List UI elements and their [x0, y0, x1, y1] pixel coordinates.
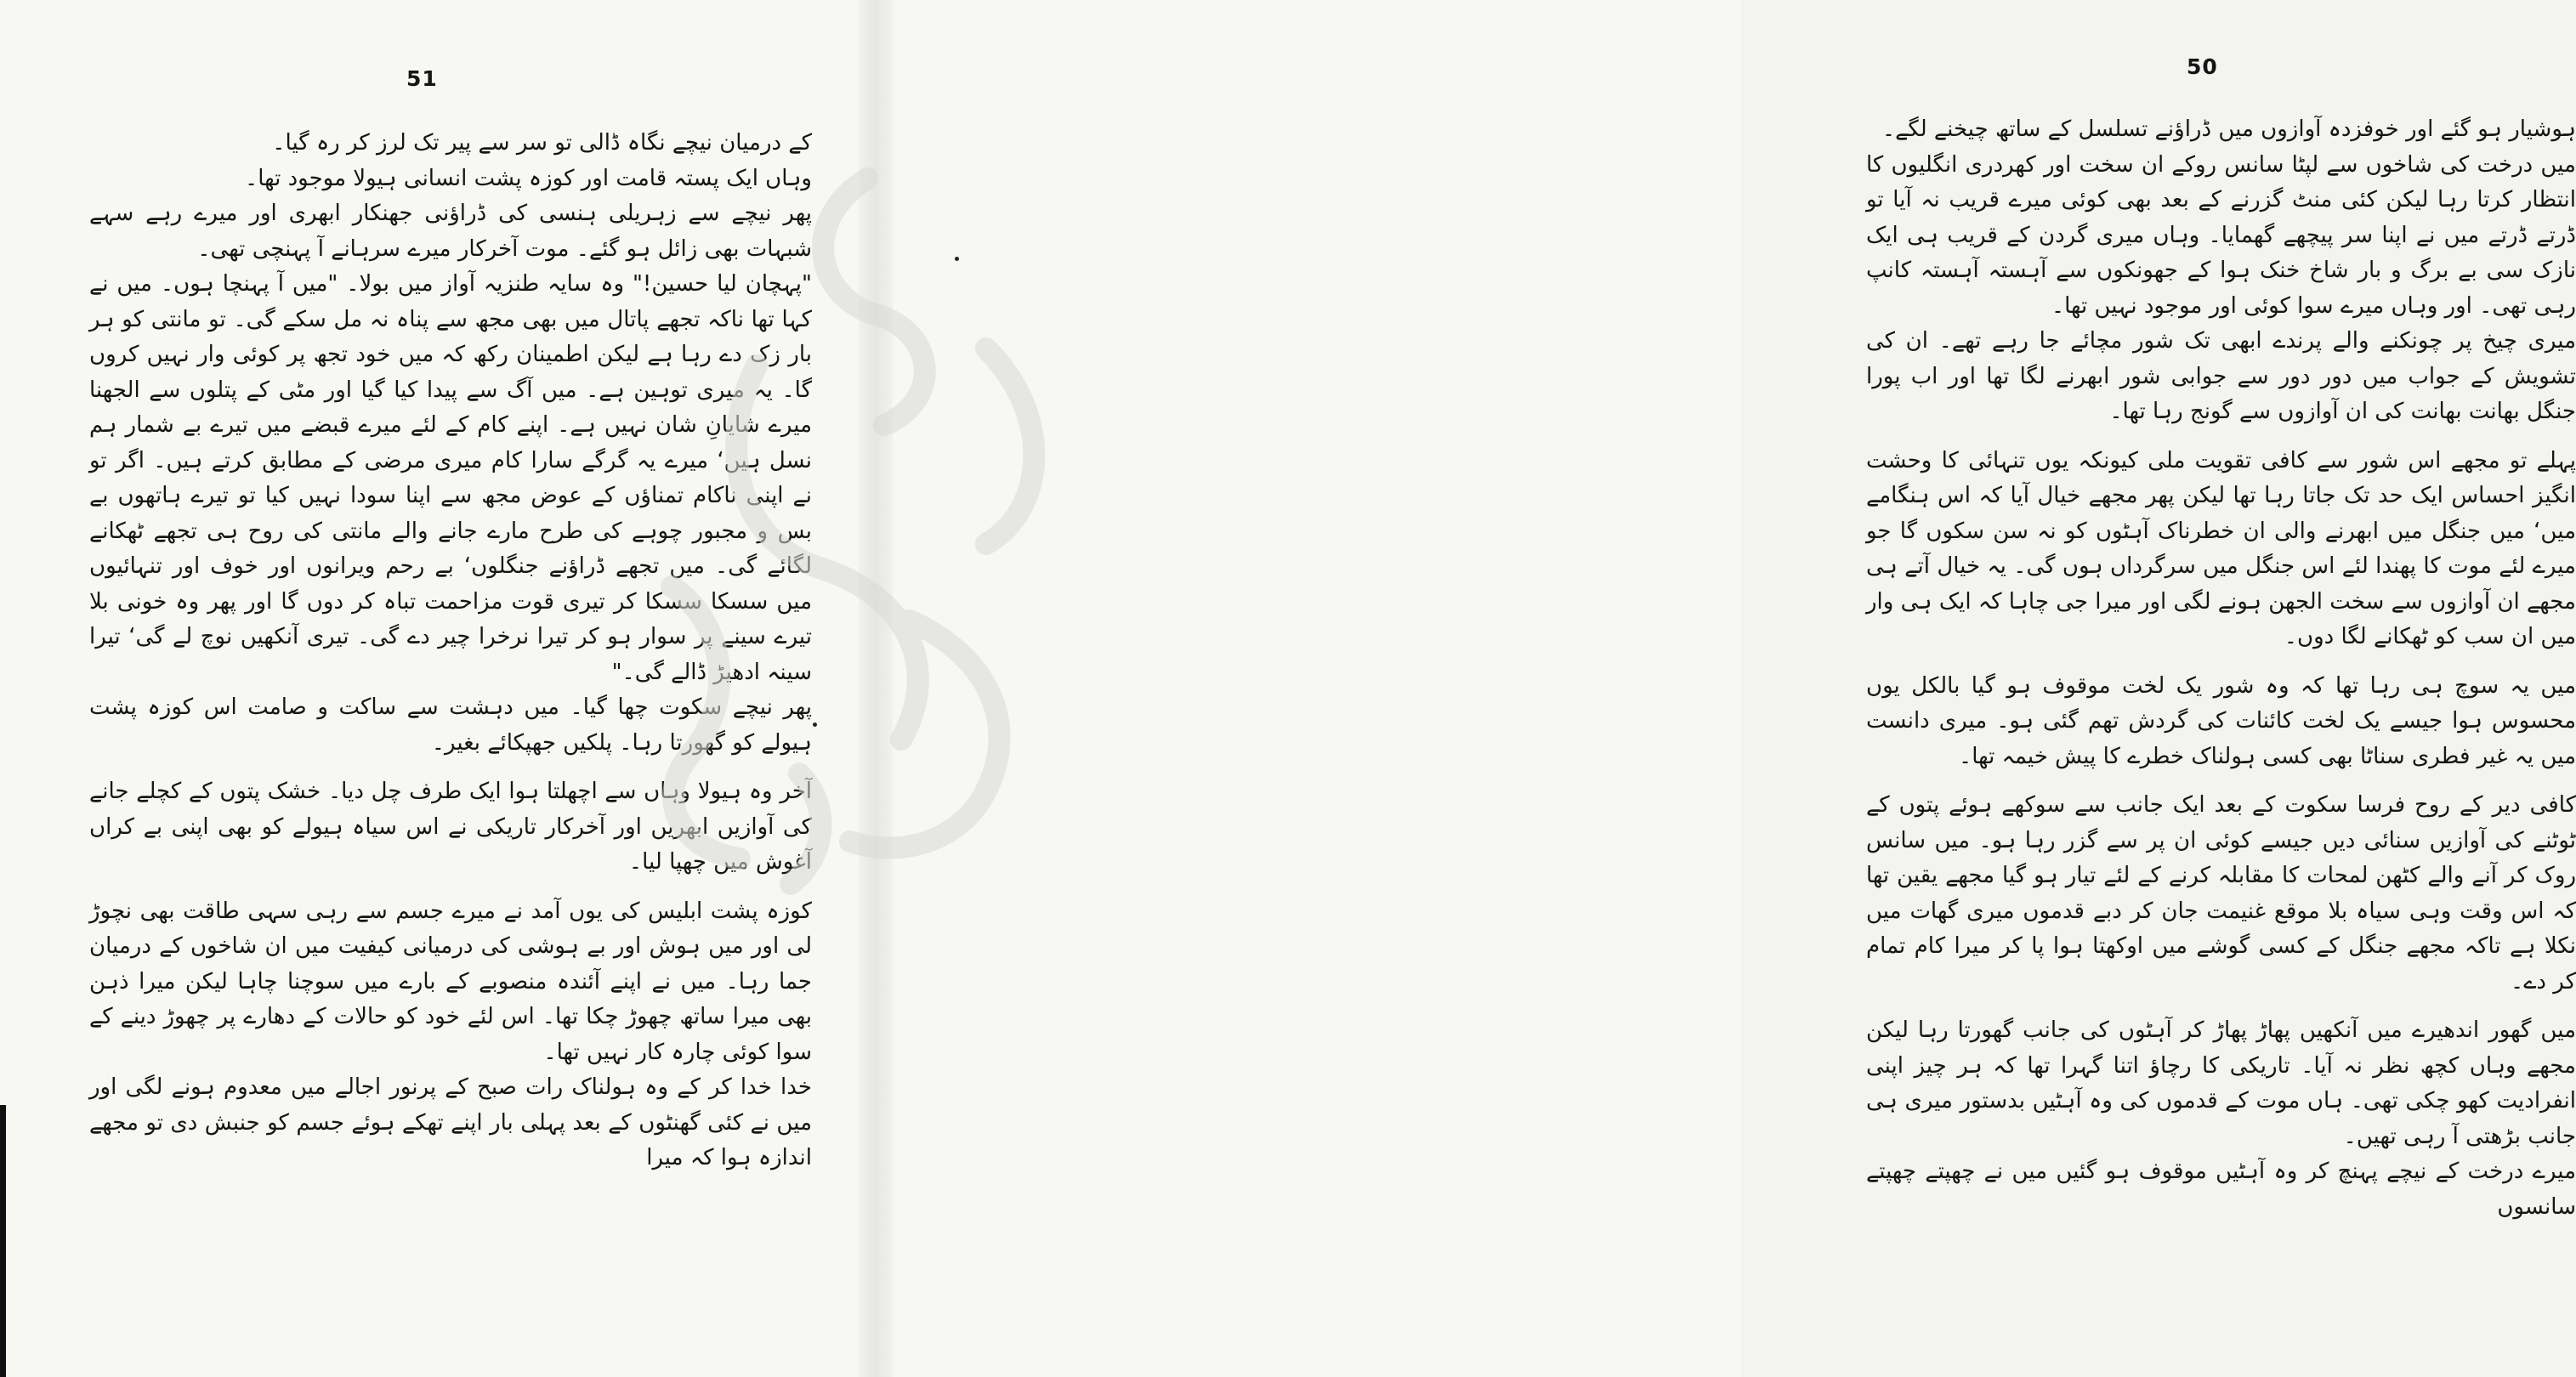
paragraph: وہاں ایک پستہ قامت اور کوزہ پشت انسانی ہیولا موجود تھا۔ [244, 165, 812, 191]
paragraph: آخر وہ ہیولا وہاں سے اچھلتا ہوا ایک طرف چل دیا۔ خشک پتوں کے کچلے جانے کی آوازیں ابھریں اور آخرکار تاریکی نے اس سیاہ ہیولے کو بھی اپنی بے کراں آغوش میں چھپا لیا۔ [89, 779, 812, 875]
left-page [0, 0, 859, 1377]
book-gutter [859, 0, 893, 1377]
paragraph: کافی دیر کے روح فرسا سکوت کے بعد ایک جانب سے سوکھے ہوئے پتوں کے ٹوٹنے کی آوازیں سنائی دیں جیسے کوئی ان پر سے گزر رہا ہو۔ میں سانس روک کر آنے والے کٹھن لمحات کا مقابلہ کرنے کے لئے تیار ہو گیا مجھے یقین تھا کہ اس وقت وہی سیاہ بلا موقع غنیمت جان کر دبے قدموں میری گھات میں نکلا ہے تاکہ مجھے جنگل کے کسی گوشے میں اوکھتا ہوا پا کر میرا کام تمام کر دے۔ [1866, 792, 2576, 994]
scan-speck [813, 722, 817, 727]
left-page-text [89, 126, 812, 1176]
binding-edge [0, 1105, 6, 1377]
right-page-text [1866, 112, 2576, 1225]
paragraph: کے درمیان نیچے نگاہ ڈالی تو سر سے پیر تک لرز کر رہ گیا۔ [272, 130, 812, 156]
paragraph: پھر نیچے سکوت چھا گیا۔ میں دہشت سے ساکت و صامت اس کوزہ پشت ہیولے کو گھورتا رہا۔ پلکیں جھپکائے بغیر۔ [89, 694, 812, 756]
paragraph: میری چیخ پر چونکنے والے پرندے ابھی تک شور مچائے جا رہے تھے۔ ان کی تشویش کے جواب میں دور دور سے جوابی شور ابھرنے لگا تھا اور اب پورا جنگل بھانت بھانت کی ان آوازوں سے گونج رہا تھا۔ [1866, 328, 2576, 424]
paragraph: میں درخت کی شاخوں سے لپٹا سانس روکے ان سخت اور کھردری انگلیوں کا انتظار کرتا رہا لیکن کئی منٹ گزرنے کے بعد بھی کوئی میرے قریب نہ آیا تو ڈرتے ڈرتے میں نے اپنا سر پیچھے گھمایا۔ وہاں میری گردن کے قریب ہی ایک نازک سی بے برگ و بار شاخ خنک ہوا کے جھونکوں سے آہستہ آہستہ کانپ رہی تھی۔ اور وہاں میرے سوا کوئی اور موجود نہیں تھا۔ [1866, 151, 2576, 319]
paragraph: میں گھور اندھیرے میں آنکھیں پھاڑ پھاڑ کر آہٹوں کی جانب گھورتا رہا لیکن مجھے وہاں کچھ نظر نہ آیا۔ تاریکی کا رچاؤ اتنا گہرا تھا کہ ہر چیز اپنی انفرادیت کھو چکی تھی۔ ہاں موت کے قدموں کی وہ آہٹیں بدستور میری ہی جانب بڑھتی آ رہی تھیں۔ [1866, 1017, 2576, 1149]
paragraph: میرے درخت کے نیچے پہنچ کر وہ آہٹیں موقوف ہو گئیں میں نے چھپتے چھپتے سانسوں [1866, 1159, 2576, 1220]
paragraph: پھر نیچے سے زہریلی ہنسی کی ڈراؤنی جھنکار ابھری اور میرے رہے سہے شبہات بھی زائل ہو گئے۔ موت آخرکار میرے سرہانے آ پہنچی تھی۔ [89, 201, 812, 262]
page-number: 51 [406, 66, 438, 91]
page-number: 50 [2187, 54, 2218, 79]
scan-speck [955, 257, 959, 261]
paragraph: "پہچان لیا حسین!" وہ سایہ طنزیہ آواز میں بولا۔ "میں آ پہنچا ہوں۔ میں نے کہا تھا ناکہ تجھے پاتال میں بھی مجھ سے پناہ نہ مل سکے گی۔ تو مانتی کو ہر بار زک دے رہا ہے لیکن اطمینان رکھ کہ میں خود تجھ پر کوئی وار نہیں کروں گا۔ یہ میری توہین ہے۔ میں آگ سے پیدا کیا گیا اور مٹی کے پتلوں سے الجھنا میرے شایانِ شان نہیں ہے۔ اپنے کام کے لئے میرے قبضے میں تیرے بے شمار ہم نسل ہیں‘ میرے یہ گرگے سارا کام میری مرضی کے مطابق کرتے ہیں۔ اگر تو نے اپنی ناکام تمناؤں کے عوض مجھ سے اپنا سودا نہیں کیا تو تیرے ہاتھوں بے بس و مجبور چوہے کی طرح مارے جانے والے مانتی کی روح ہی تجھے ٹھکانے لگائے گی۔ میں تجھے ڈراؤنے جنگلوں‘ بے رحم ویرانوں اور خوف اور تنہائیوں میں سسکا سسکا کر تیری قوت مزاحمت تباہ کر دوں گا اور پھر وہ خونی بلا تیرے سینے پر سوار ہو کر تیرا نرخرا چیر دے گی۔ تیری آنکھیں نوچ لے گی‘ تیرا سینہ ادھیڑ ڈالے گی۔" [89, 271, 812, 685]
paragraph: کوزہ پشت ابلیس کی یوں آمد نے میرے جسم سے رہی سہی طاقت بھی نچوڑ لی اور میں ہوش اور بے ہوشی کی درمیانی کیفیت میں ان شاخوں کے درمیان جما رہا۔ میں نے اپنے آئندہ منصوبے کے بارے میں سوچنا چاہا لیکن میرا ذہن بھی میرا ساتھ چھوڑ چکا تھا۔ اس لئے خود کو حالات کے دھارے پر چھوڑ دینے کے سوا کوئی چارہ کار نہیں تھا۔ [89, 898, 812, 1065]
paragraph: میں یہ سوچ ہی رہا تھا کہ وہ شور یک لخت موقوف ہو گیا بالکل یوں محسوس ہوا جیسے یک لخت کائنات کی گردش تھم گئی ہو۔ میری دانست میں یہ غیر فطری سناٹا بھی کسی ہولناک خطرے کا پیش خیمہ تھا۔ [1866, 672, 2576, 769]
paragraph: خدا خدا کر کے وہ ہولناک رات صبح کے پرنور اجالے میں معدوم ہونے لگی اور میں نے کئی گھنٹوں کے بعد پہلی بار اپنے تھکے ہوئے جسم کو جنبش دی تو مجھے اندازہ ہوا کہ میرا [89, 1074, 812, 1170]
paragraph: پہلے تو مجھے اس شور سے کافی تقویت ملی کیونکہ یوں تنہائی کا وحشت انگیز احساس ایک حد تک جاتا رہا تھا لیکن پھر مجھے خیال آیا کہ اس ہنگامے میں‘ میں جنگل میں ابھرنے والی ان خطرناک آہٹوں کو نہ سن سکوں گا جو میرے لئے موت کا پھندا لئے اس جنگل میں سرگرداں ہوں گی۔ یہ خیال آتے ہی مجھے ان آوازوں سے سخت الجھن ہونے لگی اور میرا جی چاہا کہ ایک ہی وار میں ان سب کو ٹھکانے لگا دوں۔ [1866, 447, 2576, 649]
right-page [893, 0, 2576, 1377]
paragraph: ہوشیار ہو گئے اور خوفزدہ آوازوں میں ڈراؤنے تسلسل کے ساتھ چیخنے لگے۔ [1881, 116, 2576, 142]
